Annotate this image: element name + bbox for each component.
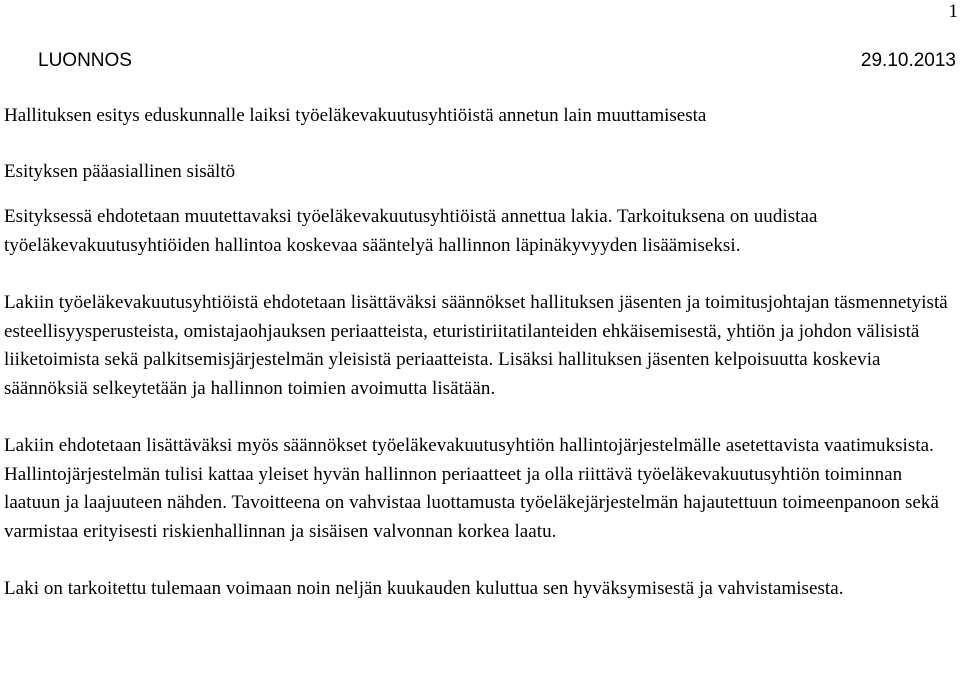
draft-status-label: LUONNOS [38,50,132,71]
document-title: Hallituksen esitys eduskunnalle laiksi työeläkevakuutusyhtiöistä annetun lain muuttamisesta [4,105,707,126]
section-heading: Esityksen pääasiallinen sisältö [4,161,236,182]
page-number: 1 [948,1,958,22]
paragraph-4: Laki on tarkoitettu tulemaan voimaan noin neljän kuukauden kuluttua sen hyväksymisestä ja vahvistamisesta. [4,578,844,599]
paragraph-3: Lakiin ehdotetaan lisättäväksi myös säännökset työeläkevakuutusyhtiön hallintojärjestelmälle asetettavista vaatimuksista. Hallintojärjestelmän tulisi kattaa yleiset hyvän hallinnon periaatteet ja olla riittävä työeläkevakuutusyhtiön toiminnan laatuun ja laajuuteen nähden. Tavoitteena on vahvistaa luottamusta työeläkejärjestelmän hajautettuun toimeenpanoon sekä varmistaa erityisesti riskienhallinnan ja sisäisen valvonnan korkea laatu. [4,435,939,542]
document-date: 29.10.2013 [860,50,956,71]
document-header [38,49,956,73]
paragraph-1: Esityksessä ehdotetaan muutettavaksi työeläkevakuutusyhtiöistä annettua lakia. Tarkoituksena on uudistaa työeläkevakuutusyhtiöiden hallintoa koskevaa sääntelyä hallinnon läpinäkyvyyden lisäämiseksi. [4,206,818,256]
document-body [4,102,956,604]
paragraph-2: Lakiin työeläkevakuutusyhtiöistä ehdotetaan lisättäväksi säännökset hallituksen jäsenten ja toimitusjohtajan täsmennetyistä esteellisyysperusteista, omistajaohjauksen periaatteista, eturistiriitatilanteiden ehkäisemisestä, yhtiön ja johdon välisistä liiketoimista sekä palkitsemisjärjestelmän yleisistä periaatteista. Lisäksi hallituksen jäsenten kelpoisuutta koskevia säännöksiä selkeytetään ja hallinnon toimien avoimutta lisätään. [4,292,948,399]
